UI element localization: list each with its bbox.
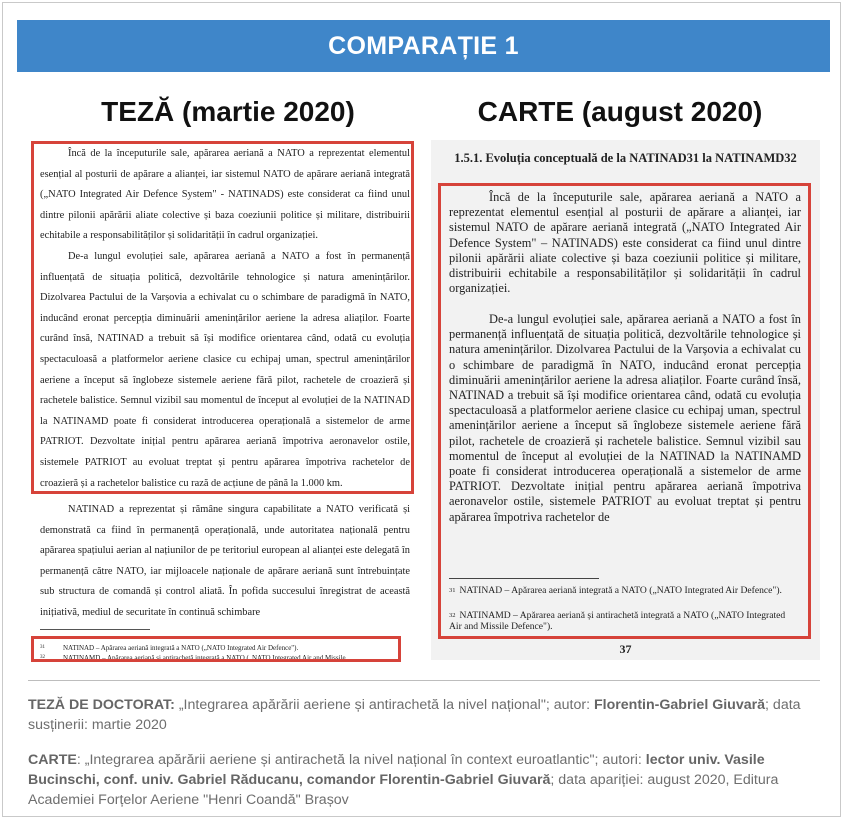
- thesis-caption: [28, 695, 818, 735]
- thesis-caption-date: ; data susținerii: martie 2020: [28, 697, 801, 733]
- book-highlight-box: [438, 183, 811, 639]
- thesis-paragraph-2: De-a lungul evoluției sale, apărarea aeriană a NATO a fost în permanență influențată de situația politică, dezvoltările tehnologice și natura amenințărilor. Dizolvarea Pactului de la Varșovia a echivalat cu o schimbare de paradigmă în NATO, inducând eronat percepția diminuării amenințărilor aeriene la adresa aliaților. Foarte curând însă, NATINAD a trebuit să își modifice orientarea când, odată cu evoluția spectaculoasă a platformelor aeriene clasice cu echipaj uman, spectrul amenințărilor aeriene a început să înglobeze sistemele aeriene fără pilot, rachetele de croazieră și rachetele balistice. Semnul vizibil sau momentul de început al evoluției de la NATINAD la NATINAMD poate fi considerat introducerea operațională a sistemelor de arme PATRIOT. Dezvoltate inițial pentru apărarea aeriană împotriva aeronavelor ostile, sistemele PATRIOT au evoluat treptat și pentru apărarea împotriva rachetelor de croazieră și a rachetelor balistice cu rază de acțiune de până la 1.000 km.: [40, 251, 410, 489]
- book-caption: [28, 750, 818, 810]
- book-caption-label: CARTE: [28, 752, 77, 768]
- thesis-paragraph-1: Încă de la începuturile sale, apărarea aeriană a NATO a reprezentat elementul esențial al posturii de apărare a alianței, iar sistemul NATO de apărare aeriană integrată („NATO Integrated Air Defence System" - NATINADS) este considerat ca fiind unul dintre pilonii apărării aliate colective și baza coeziunii politice și militare, distribuirii echitabile a responsabilităților și solidarității în cadrul organizației.: [40, 148, 410, 242]
- book-footnote-31-number: 31: [449, 587, 456, 594]
- comparison-banner: [17, 20, 830, 72]
- thesis-footnote-32-text: NATINAMD – Apărarea aeriană și antirachetă integrată a NATO („NATO Integrated Air and Missile: [63, 654, 346, 662]
- book-caption-authors: lector univ. Vasile Bucinschi, conf. univ. Gabriel Răducanu, comandor Florentin-Gabriel Giuvară: [28, 752, 765, 788]
- book-paragraph-2: De-a lungul evoluției sale, apărarea aeriană a NATO a fost în permanență influențată de situația politică, dezvoltările tehnologice și natura amenințărilor. Dizolvarea Pactului de la Varșovia a echivalat cu o schimbare de paradigmă în NATO, inducând eronat percepția diminuării amenințărilor aeriene la adresa aliaților. Foarte curând însă, NATINAD a trebuit să își modifice orientarea când, odată cu evoluția spectaculoasă a platformelor aeriene clasice cu echipaj uman, spectrul amenințărilor aeriene a început să înglobeze sistemele aeriene fără pilot, rachetele de croazieră și rachetele balistice. Semnul vizibil sau momentul de început al evoluției de la NATINAD la NATINAMD poate fi considerat introducerea operațională a sistemelor de arme PATRIOT. Dezvoltate inițial pentru apărarea aeriană împotriva aeronavelor ostile, sistemele PATRIOT au evoluat treptat și pentru apărarea împotriva rachetelor de: [449, 312, 801, 524]
- book-paragraph-1: Încă de la începuturile sale, apărarea aeriană a NATO a reprezentat elementul esențial al posturii de apărare a alianței, iar sistemul NATO de apărare aeriană integrată („NATO Integrated Air Defence System" – NATINADS) este considerat ca fiind unul dintre pilonii apărării aliate colective și baza coeziunii politice și militare, distribuirii echitabile a responsabilităților și solidarității în cadrul organizației.: [449, 190, 801, 296]
- thesis-footnote-separator: [40, 629, 150, 630]
- thesis-column-title: TEZĂ (martie 2020): [101, 96, 355, 127]
- book-column-title: CARTE (august 2020): [477, 96, 763, 127]
- thesis-caption-author: Florentin-Gabriel Giuvară: [593, 697, 766, 713]
- thesis-caption-title: „Integrarea apărării aeriene și antirachetă la nivel național"; autor:: [174, 697, 594, 713]
- book-caption-date: ; data apariției: august 2020, Editura Academiei Forțelor Aeriene "Henri Coandă" Brașov: [28, 772, 779, 808]
- banner-title: COMPARAȚIE 1: [328, 31, 519, 60]
- book-caption-title: : „Integrarea apărării aeriene și antirachetă la nivel național în context euroatlantic"; autori:: [76, 752, 646, 768]
- book-footnote-31-text: NATINAD – Apărarea aeriană integrată a NATO („NATO Integrated Air Defence").: [459, 585, 782, 596]
- thesis-highlight-box: [31, 141, 414, 494]
- book-page-number: 37: [619, 642, 632, 656]
- book-footnote-32-text: NATINAMD – Apărarea aeriană și antirachetă integrată a NATO („NATO Integrated Air and Missile Defence").: [449, 610, 786, 632]
- book-footnote-32-number: 32: [449, 612, 456, 619]
- thesis-caption-label: TEZĂ DE DOCTORAT:: [28, 697, 175, 713]
- thesis-footnote-31-text: NATINAD – Apărarea aeriană integrată a NATO („NATO Integrated Air Defence").: [63, 644, 299, 652]
- thesis-paragraph-3: NATINAD a reprezentat și rămâne singura capabilitate a NATO verificată și demonstrată ca fiind în permanență operațională, unde autoritatea națională pentru apărarea spațiului aerian al națiunilor de pe teritoriul european al alianței este delegată în permanență către NATO, iar mijloacele naționale de apărare aeriană sunt întrebuințate sub structura de comandă și control aliată. În pofida succesului înregistrat de această inițiativă, mediul de securitate în continuă schimbare: [40, 504, 410, 618]
- thesis-footnote-31-number: 31: [40, 645, 45, 650]
- thesis-footnote-highlight-box: [31, 636, 401, 662]
- caption-divider: [28, 680, 820, 681]
- book-section-heading: 1.5.1. Evoluția conceptuală de la NATINAD31 la NATINAMD32: [454, 151, 797, 165]
- thesis-footnote-32-number: 32: [40, 655, 45, 660]
